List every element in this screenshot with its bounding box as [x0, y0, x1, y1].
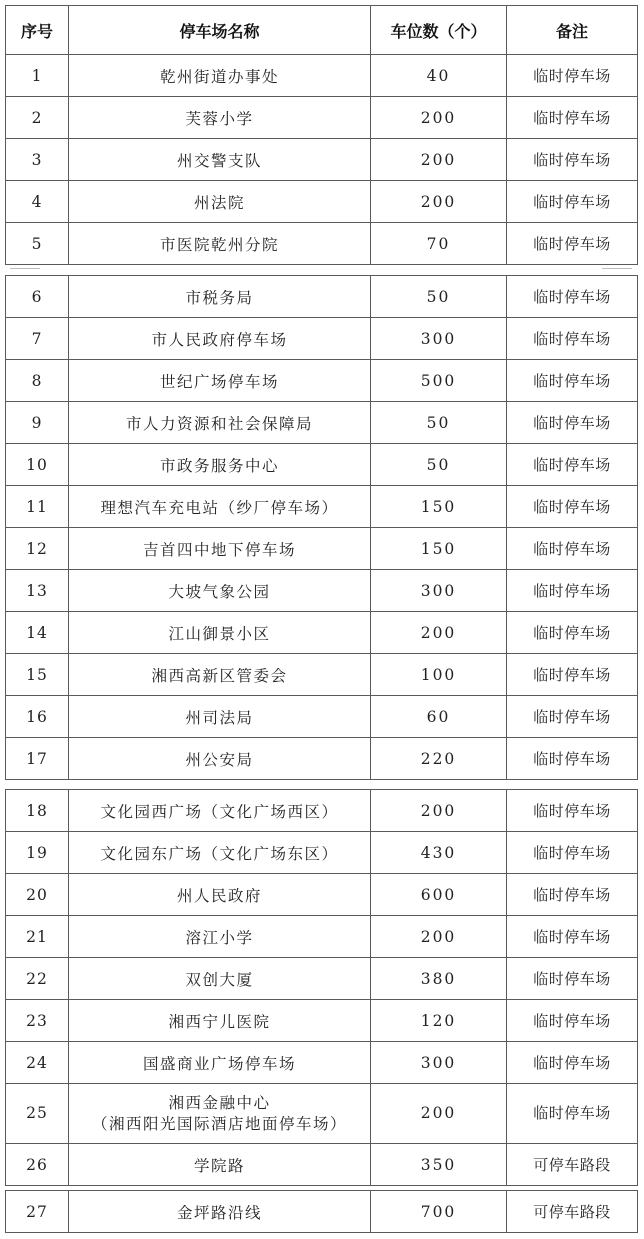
table-row: [6, 139, 638, 181]
cell-space-count: 50: [371, 402, 507, 444]
table-row: [6, 318, 638, 360]
header-serial-number: 序号: [6, 6, 69, 55]
cell-space-count: 200: [371, 139, 507, 181]
table-row: [6, 654, 638, 696]
cell-space-count: 200: [371, 916, 507, 958]
header-remarks: 备注: [507, 6, 638, 55]
name-line-1: 湘西金融中心: [168, 1093, 271, 1112]
cell-remarks: 临时停车场: [507, 486, 638, 528]
cell-serial-number: 23: [6, 1000, 69, 1042]
cell-remarks: 临时停车场: [507, 654, 638, 696]
table-row: [6, 55, 638, 97]
table-row: [6, 874, 638, 916]
cell-space-count: 200: [371, 181, 507, 223]
cell-remarks: 临时停车场: [507, 570, 638, 612]
cell-parking-lot-name: 州公安局: [69, 738, 371, 780]
cell-space-count: 300: [371, 318, 507, 360]
cell-parking-lot-name: 学院路: [69, 1144, 371, 1186]
cell-parking-lot-name: [69, 1084, 371, 1144]
cell-remarks: 临时停车场: [507, 360, 638, 402]
cell-parking-lot-name: 州法院: [69, 181, 371, 223]
cell-parking-lot-name: 金坪路沿线: [69, 1191, 371, 1233]
table-row: [6, 444, 638, 486]
cell-parking-lot-name: 州司法局: [69, 696, 371, 738]
cell-parking-lot-name: 文化园西广场（文化广场西区）: [69, 790, 371, 832]
cell-parking-lot-name: 江山御景小区: [69, 612, 371, 654]
table-row: [6, 1191, 638, 1233]
table-row: [6, 612, 638, 654]
cell-space-count: 60: [371, 696, 507, 738]
table-row: [6, 181, 638, 223]
cell-space-count: 700: [371, 1191, 507, 1233]
cell-remarks: 临时停车场: [507, 444, 638, 486]
page-break-mark-right: [602, 268, 632, 269]
table-body-part-1: [6, 55, 638, 265]
table-row: [6, 1000, 638, 1042]
parking-table-part-3: [5, 789, 638, 1186]
cell-parking-lot-name: 芙蓉小学: [69, 97, 371, 139]
cell-space-count: 300: [371, 1042, 507, 1084]
cell-remarks: 临时停车场: [507, 1000, 638, 1042]
cell-serial-number: 1: [6, 55, 69, 97]
table-row: [6, 486, 638, 528]
cell-remarks: 临时停车场: [507, 139, 638, 181]
cell-space-count: 50: [371, 444, 507, 486]
table-header-row: [6, 6, 638, 55]
cell-remarks: 临时停车场: [507, 1084, 638, 1144]
cell-serial-number: 15: [6, 654, 69, 696]
cell-parking-lot-name: 市政务服务中心: [69, 444, 371, 486]
cell-remarks: 临时停车场: [507, 223, 638, 265]
cell-serial-number: 4: [6, 181, 69, 223]
cell-parking-lot-name: 大坡气象公园: [69, 570, 371, 612]
cell-space-count: 200: [371, 790, 507, 832]
cell-serial-number: 22: [6, 958, 69, 1000]
cell-space-count: 200: [371, 612, 507, 654]
cell-parking-lot-name: 州人民政府: [69, 874, 371, 916]
cell-remarks: 临时停车场: [507, 528, 638, 570]
cell-space-count: 200: [371, 1084, 507, 1144]
cell-parking-lot-name: 州交警支队: [69, 139, 371, 181]
cell-remarks: 临时停车场: [507, 958, 638, 1000]
cell-space-count: 300: [371, 570, 507, 612]
cell-remarks: 临时停车场: [507, 738, 638, 780]
cell-serial-number: 3: [6, 139, 69, 181]
cell-remarks: 临时停车场: [507, 1042, 638, 1084]
table-row: [6, 916, 638, 958]
cell-space-count: 350: [371, 1144, 507, 1186]
cell-serial-number: 24: [6, 1042, 69, 1084]
cell-space-count: 150: [371, 528, 507, 570]
cell-space-count: 600: [371, 874, 507, 916]
cell-parking-lot-name: 理想汽车充电站（纱厂停车场）: [69, 486, 371, 528]
cell-parking-lot-name: 乾州街道办事处: [69, 55, 371, 97]
cell-parking-lot-name: 文化园东广场（文化广场东区）: [69, 832, 371, 874]
cell-parking-lot-name: 溶江小学: [69, 916, 371, 958]
cell-serial-number: 12: [6, 528, 69, 570]
cell-serial-number: 18: [6, 790, 69, 832]
cell-serial-number: 7: [6, 318, 69, 360]
cell-space-count: 380: [371, 958, 507, 1000]
header-space-count: 车位数（个）: [371, 6, 507, 55]
cell-serial-number: 5: [6, 223, 69, 265]
cell-remarks: 临时停车场: [507, 874, 638, 916]
cell-serial-number: 20: [6, 874, 69, 916]
cell-parking-lot-name: 市医院乾州分院: [69, 223, 371, 265]
table-row: [6, 832, 638, 874]
cell-serial-number: 25: [6, 1084, 69, 1144]
table-row: [6, 1144, 638, 1186]
cell-parking-lot-name: 世纪广场停车场: [69, 360, 371, 402]
cell-space-count: 100: [371, 654, 507, 696]
name-line-2: （湘西阳光国际酒店地面停车场）: [91, 1114, 347, 1133]
cell-remarks: 临时停车场: [507, 790, 638, 832]
cell-space-count: 500: [371, 360, 507, 402]
cell-serial-number: 8: [6, 360, 69, 402]
cell-space-count: 50: [371, 276, 507, 318]
cell-remarks: 临时停车场: [507, 276, 638, 318]
table-row: [6, 276, 638, 318]
page-break-mark-left: [10, 268, 40, 269]
table-body-part-3: [6, 790, 638, 1186]
table-row: [6, 223, 638, 265]
cell-remarks: 临时停车场: [507, 181, 638, 223]
cell-serial-number: 19: [6, 832, 69, 874]
table-body-part-4: [6, 1191, 638, 1233]
cell-remarks: 临时停车场: [507, 97, 638, 139]
cell-serial-number: 2: [6, 97, 69, 139]
table-row: [6, 696, 638, 738]
cell-parking-lot-name: 国盛商业广场停车场: [69, 1042, 371, 1084]
table-row: [6, 1042, 638, 1084]
cell-serial-number: 14: [6, 612, 69, 654]
cell-parking-lot-name: 市人力资源和社会保障局: [69, 402, 371, 444]
cell-parking-lot-name: 湘西宁儿医院: [69, 1000, 371, 1042]
cell-space-count: 120: [371, 1000, 507, 1042]
table-row: [6, 1084, 638, 1144]
cell-space-count: 200: [371, 97, 507, 139]
cell-serial-number: 27: [6, 1191, 69, 1233]
cell-serial-number: 16: [6, 696, 69, 738]
cell-parking-lot-name: 市税务局: [69, 276, 371, 318]
cell-remarks: 临时停车场: [507, 402, 638, 444]
cell-space-count: 150: [371, 486, 507, 528]
cell-serial-number: 13: [6, 570, 69, 612]
table-row: [6, 790, 638, 832]
cell-serial-number: 21: [6, 916, 69, 958]
cell-space-count: 430: [371, 832, 507, 874]
cell-remarks: 临时停车场: [507, 916, 638, 958]
cell-serial-number: 17: [6, 738, 69, 780]
parking-table-part-2: [5, 275, 638, 780]
cell-space-count: 40: [371, 55, 507, 97]
table-row: [6, 738, 638, 780]
cell-parking-lot-name: 湘西高新区管委会: [69, 654, 371, 696]
cell-remarks: 临时停车场: [507, 318, 638, 360]
table-row: [6, 360, 638, 402]
table-row: [6, 958, 638, 1000]
cell-parking-lot-name: 双创大厦: [69, 958, 371, 1000]
table-row: [6, 97, 638, 139]
cell-parking-lot-name: 市人民政府停车场: [69, 318, 371, 360]
cell-remarks: 临时停车场: [507, 612, 638, 654]
cell-remarks: 临时停车场: [507, 832, 638, 874]
table-row: [6, 570, 638, 612]
cell-parking-lot-name: 吉首四中地下停车场: [69, 528, 371, 570]
cell-serial-number: 9: [6, 402, 69, 444]
header-parking-lot-name: 停车场名称: [69, 6, 371, 55]
cell-serial-number: 26: [6, 1144, 69, 1186]
cell-serial-number: 6: [6, 276, 69, 318]
cell-remarks: 可停车路段: [507, 1144, 638, 1186]
parking-table-part-1: [5, 5, 638, 265]
cell-serial-number: 10: [6, 444, 69, 486]
cell-remarks: 可停车路段: [507, 1191, 638, 1233]
parking-table-part-4: [5, 1190, 638, 1233]
cell-serial-number: 11: [6, 486, 69, 528]
cell-remarks: 临时停车场: [507, 55, 638, 97]
table-row: [6, 528, 638, 570]
cell-remarks: 临时停车场: [507, 696, 638, 738]
cell-space-count: 220: [371, 738, 507, 780]
table-body-part-2: [6, 276, 638, 780]
table-row: [6, 402, 638, 444]
cell-space-count: 70: [371, 223, 507, 265]
